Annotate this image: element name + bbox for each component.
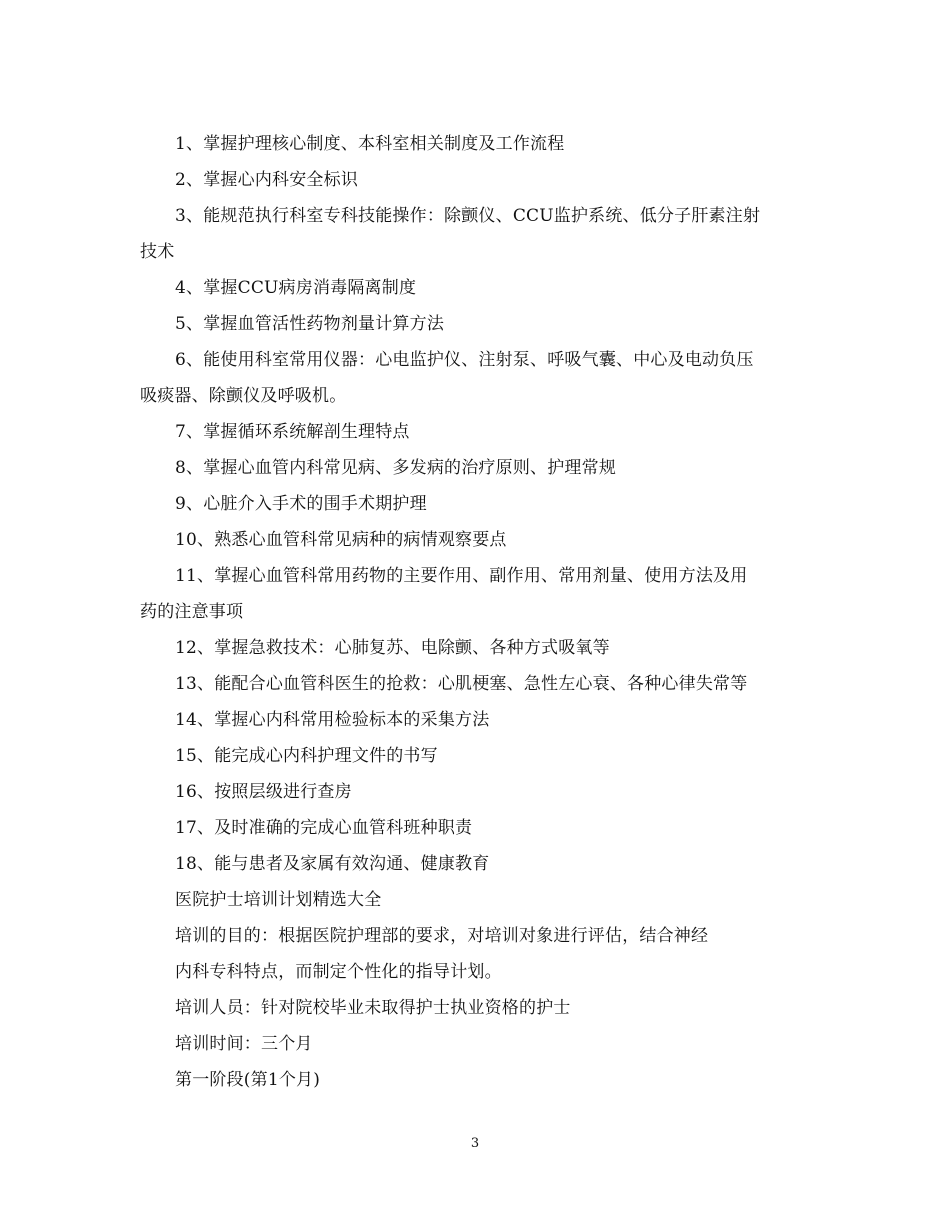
list-item-6-continued: 吸痰器、除颤仪及呼吸机。 [140,386,347,406]
list-item-1: 1、掌握护理核心制度、本科室相关制度及工作流程 [175,134,565,154]
list-item-4: 4、掌握CCU病房消毒隔离制度 [175,278,417,298]
list-item-17: 17、及时准确的完成心血管科班种职责 [175,818,473,838]
list-item-11: 11、掌握心血管科常用药物的主要作用、副作用、常用剂量、使用方法及用 [175,566,748,586]
list-item-3-continued: 技术 [140,242,175,262]
list-item-13: 13、能配合心血管科医生的抢救：心肌梗塞、急性左心衰、各种心律失常等 [175,674,748,694]
list-item-18: 18、能与患者及家属有效沟通、健康教育 [175,854,490,874]
document-body [140,126,810,1098]
training-purpose-continued: 内科专科特点，而制定个性化的指导计划。 [175,962,502,982]
list-item-11-continued: 药的注意事项 [140,602,244,622]
section-heading: 医院护士培训计划精选大全 [175,890,382,910]
list-item-5: 5、掌握血管活性药物剂量计算方法 [175,314,445,334]
page-number: 3 [470,1136,480,1151]
list-item-3: 3、能规范执行科室专科技能操作：除颤仪、CCU监护系统、低分子肝素注射 [175,206,761,226]
list-item-8: 8、掌握心血管内科常见病、多发病的治疗原则、护理常规 [175,458,617,478]
list-item-2: 2、掌握心内科安全标识 [175,170,359,190]
list-item-10: 10、熟悉心血管科常见病种的病情观察要点 [175,530,507,550]
training-personnel: 培训人员：针对院校毕业未取得护士执业资格的护士 [175,998,571,1018]
training-purpose: 培训的目的：根据医院护理部的要求，对培训对象进行评估，结合神经 [175,926,709,946]
phase-one-heading: 第一阶段(第1个月) [175,1070,321,1090]
list-item-12: 12、掌握急救技术：心肺复苏、电除颤、各种方式吸氧等 [175,638,610,658]
list-item-6: 6、能使用科室常用仪器：心电监护仪、注射泵、呼吸气囊、中心及电动负压 [175,350,754,370]
list-item-7: 7、掌握循环系统解剖生理特点 [175,422,410,442]
list-item-15: 15、能完成心内科护理文件的书写 [175,746,438,766]
list-item-16: 16、按照层级进行查房 [175,782,352,802]
training-duration: 培训时间：三个月 [175,1034,313,1054]
list-item-14: 14、掌握心内科常用检验标本的采集方法 [175,710,490,730]
list-item-9: 9、心脏介入手术的围手术期护理 [175,494,427,514]
